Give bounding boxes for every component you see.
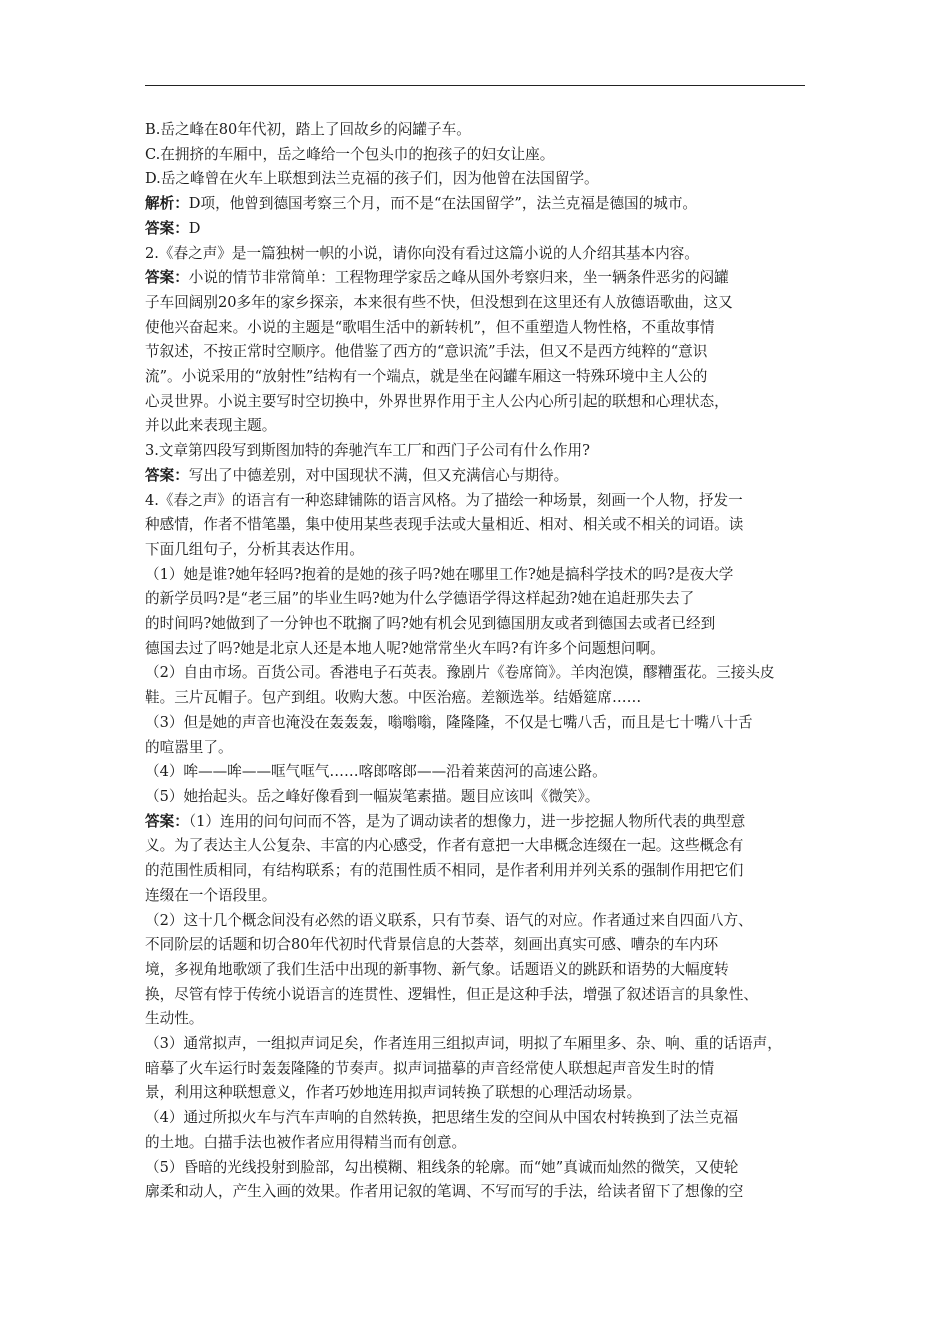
label-bold: 答案： [145,812,189,830]
text-line [145,1032,807,1057]
text-line [145,291,807,316]
text-line [145,192,807,217]
line-text: 不同阶层的话题和切合80年代初时代背景信息的大荟萃，刻画出真实可感、嘈杂的车内环 [145,936,719,954]
line-text: （2）自由市场。百货公司。香港电子石英表。豫剧片《卷席筒》。羊肉泡馍，醪糟蛋花。三接头皮 [145,664,775,682]
text-line [145,1081,807,1106]
text-line [145,785,807,810]
line-text: 流”。小说采用的“放射性”结构有一个端点，就是坐在闷罐车厢这一特殊环境中主人公的 [145,368,708,386]
line-text: 的喧嚣里了。 [145,738,233,756]
text-line [145,1106,807,1131]
text-line [145,933,807,958]
text-line [145,884,807,909]
text-line [145,834,807,859]
line-text: 种感情，作者不惜笔墨，集中使用某些表现手法或大量相近、相对、相关或不相关的词语。读 [145,516,744,534]
line-text: 的范围性质相同，有结构联系；有的范围性质不相同，是作者利用并列关系的强制作用把它们 [145,862,744,880]
line-text: 德国去过了吗?她是北京人还是本地人呢?她常常坐火车吗?有许多个问题想问啊。 [145,639,665,657]
line-text: 的时间吗?她做到了一分钟也不耽搁了吗?她有机会见到德国朋友或者到德国去或者已经到 [145,615,716,633]
line-text: C.在拥挤的车厢中，岳之峰给一个包头巾的抱孩子的妇女让座。 [145,145,555,163]
text-line [145,686,807,711]
text-line [145,439,807,464]
label-bold: 答案： [145,219,189,237]
text-line [145,217,807,242]
line-text: 廓柔和动人，产生入画的效果。作者用记叙的笔调、不写而写的手法，给读者留下了想像的空 [145,1183,744,1201]
text-line [145,340,807,365]
text-line [145,1057,807,1082]
text-line [145,563,807,588]
text-line [145,1007,807,1032]
text-line [145,958,807,983]
text-line [145,711,807,736]
line-text: 子车回阔别20多年的家乡探亲，本来很有些不快，但没想到在这里还有人放德语歌曲，这又 [145,293,733,311]
line-text: 4.《春之声》的语言有一种恣肆铺陈的语言风格。为了描绘一种场景，刻画一个人物，抒发一 [145,491,743,509]
text-line [145,612,807,637]
line-text: （1）连用的问句问而不答，是为了调动读者的想像力，进一步挖掘人物所代表的典型意 [188,812,746,830]
line-text: （3）但是她的声音也淹没在轰轰轰，嗡嗡嗡，隆隆隆，不仅是七嘴八舌，而且是七十嘴八十舌 [145,713,753,731]
text-line [145,538,807,563]
line-text: （5）她抬起头。岳之峰好像看到一幅炭笔素描。题目应该叫《微笑》。 [145,787,600,805]
line-text: 小说的情节非常简单：工程物理学家岳之峰从国外考察归来，坐一辆条件恶劣的闷罐 [188,269,729,287]
line-text: 生动性。 [145,1010,204,1028]
text-line [145,1180,807,1205]
document-body [145,118,807,1205]
line-text: 3.文章第四段写到斯图加特的奔驰汽车工厂和西门子公司有什么作用? [145,442,590,460]
line-text: 景，利用这种联想意义，作者巧妙地连用拟声词转换了联想的心理活动场景。 [145,1084,642,1102]
text-line [145,760,807,785]
label-bold: 答案： [145,269,189,287]
text-line [145,118,807,143]
line-text: 2.《春之声》是一篇独树一帜的小说，请你向没有看过这篇小说的人介绍其基本内容。 [145,244,699,262]
line-text: 节叙述，不按正常时空顺序。他借鉴了西方的“意识流”手法，但又不是西方纯粹的“意识 [145,343,708,361]
line-text: 下面几组句子，分析其表达作用。 [145,540,364,558]
line-text: 鞋。三片瓦帽子。包产到组。收购大葱。中医治癌。差额选举。结婚筵席…… [145,689,642,707]
text-line [145,810,807,835]
line-text: 暗摹了火车运行时轰轰隆隆的节奏声。拟声词描摹的声音经常使人联想起声音发生时的情 [145,1059,715,1077]
text-line [145,661,807,686]
text-line [145,316,807,341]
line-text: （1）她是谁?她年轻吗?抱着的是她的孩子吗?她在哪里工作?她是搞科学技术的吗?是夜大学 [145,565,734,583]
label-bold: 解析： [145,195,189,213]
text-line [145,587,807,612]
text-line [145,1131,807,1156]
text-line [145,414,807,439]
text-line [145,365,807,390]
line-text: D项，他曾到德国考察三个月，而不是“在法国留学”，法兰克福是德国的城市。 [188,195,698,213]
text-line [145,859,807,884]
text-line [145,1156,807,1181]
line-text: （4）哞——哞——哐气哐气……喀郎喀郎——沿着莱茵河的高速公路。 [145,763,607,781]
text-line [145,167,807,192]
line-text: B.岳之峰在80年代初，踏上了回故乡的闷罐子车。 [145,121,471,138]
text-line [145,489,807,514]
line-text: （2）这十几个概念间没有必然的语义联系，只有节奏、语气的对应。作者通过来自四面八方、 [145,911,753,929]
line-text: 境，多视角地歌颂了我们生活中出现的新事物、新气象。话题语义的跳跃和语势的大幅度转 [145,960,729,978]
text-line [145,983,807,1008]
text-line [145,390,807,415]
text-line [145,909,807,934]
line-text: 义。为了表达主人公复杂、丰富的内心感受，作者有意把一大串概念连缀在一起。这些概念有 [145,837,744,855]
line-text: 并以此来表现主题。 [145,417,277,435]
line-text: D.岳之峰曾在火车上联想到法兰克福的孩子们，因为他曾在法国留学。 [145,170,599,188]
text-line [145,266,807,291]
line-text: 换，尽管有悖于传统小说语言的连贯性、逻辑性，但正是这种手法，增强了叙述语言的具象性、 [145,985,758,1003]
line-text: （4）通过所拟火车与汽车声响的自然转换，把思绪生发的空间从中国农村转换到了法兰克福 [145,1109,739,1127]
line-text: 写出了中德差别，对中国现状不满，但又充满信心与期待。 [188,466,569,484]
line-text: （3）通常拟声，一组拟声词足矣，作者连用三组拟声词，明拟了车厢里多、杂、响、重的话语声， [145,1035,782,1053]
header-rule [145,85,805,86]
line-text: 的土地。白描手法也被作者应用得精当而有创意。 [145,1133,467,1151]
line-text: （5）昏暗的光线投射到脸部，勾出模糊、粗线条的轮廓。而“她”真诚而灿然的微笑，又使轮 [145,1158,739,1176]
text-line [145,464,807,489]
label-bold: 答案： [145,466,189,484]
text-line [145,736,807,761]
line-text: D [188,219,201,237]
line-text: 连缀在一个语段里。 [145,886,277,904]
text-line [145,513,807,538]
line-text: 的新学员吗?是“老三届”的毕业生吗?她为什么学德语学得这样起劲?她在追赶那失去了 [145,590,695,608]
text-line [145,637,807,662]
line-text: 使他兴奋起来。小说的主题是“歌唱生活中的新转机”，但不重塑造人物性格，不重故事情 [145,318,715,336]
text-line [145,242,807,267]
line-text: 心灵世界。小说主要写时空切换中，外界世界作用于主人公内心所引起的联想和心理状态， [145,392,729,410]
text-line [145,143,807,168]
